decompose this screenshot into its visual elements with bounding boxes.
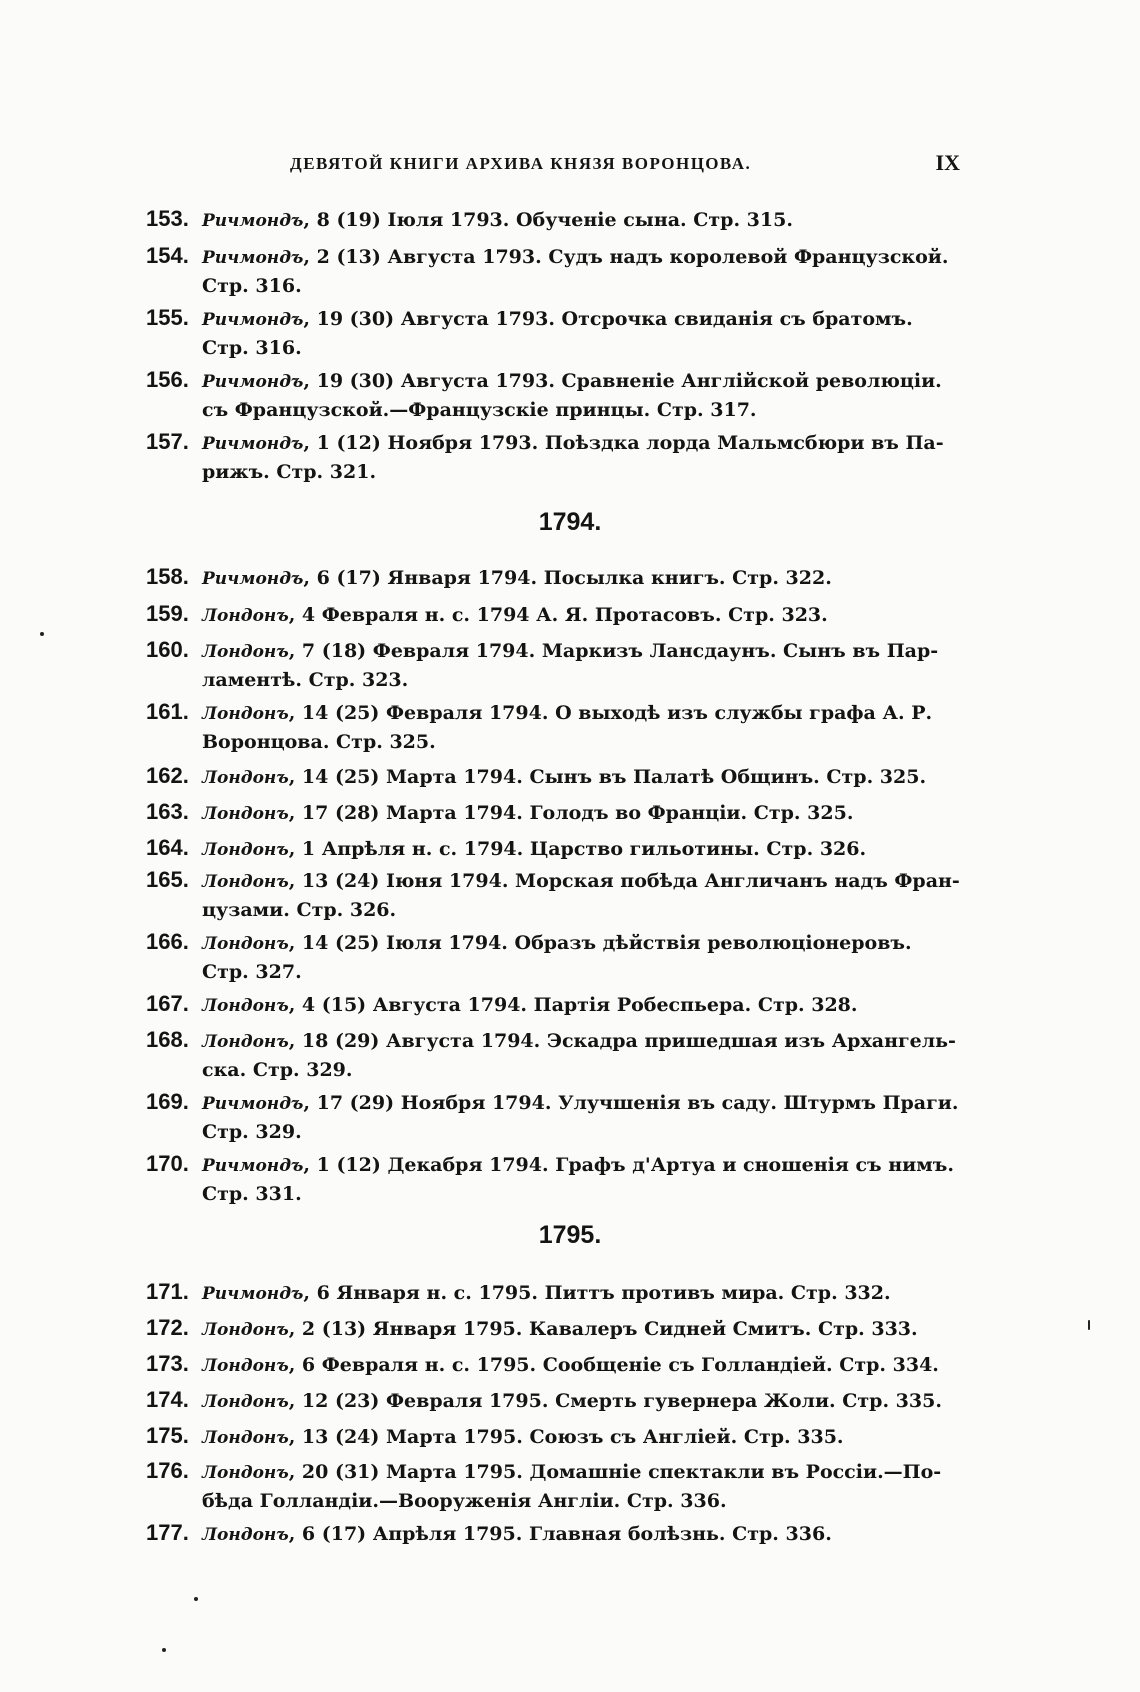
entry-number: 177. [146, 1520, 189, 1545]
entry-number: 175. [146, 1423, 189, 1448]
entry [146, 834, 961, 864]
entry-continuation: Стр. 329. [202, 1121, 302, 1143]
entry-continuation: съ Французской.—Французскіе принцы. Стр. 317. [202, 399, 757, 421]
entry-text: , 13 (24) Марта 1795. Союзъ съ Англіей. Стр. 335. [288, 1426, 844, 1448]
entry-text: , 20 (31) Марта 1795. Домашніе спектакли въ Россіи.—По- [288, 1461, 942, 1483]
entry-place: Лондонъ [202, 704, 289, 724]
entry-text: , 13 (24) Іюня 1794. Морская побѣда Англичанъ надъ Фран- [288, 870, 960, 892]
entry-continuation: Стр. 331. [202, 1183, 302, 1205]
entry-place: Ричмондъ [202, 1284, 304, 1304]
entry-number: 173. [146, 1351, 189, 1376]
entry-number: 162. [146, 763, 189, 788]
entry-text: , 6 (17) Января 1794. Посылка книгъ. Стр. 322. [303, 567, 832, 589]
entry [146, 1088, 961, 1146]
entry [146, 928, 961, 986]
entry-text: , 4 (15) Августа 1794. Партія Робеспьера. Стр. 328. [288, 994, 858, 1016]
entry-place: Ричмондъ [202, 1156, 304, 1176]
entry [146, 1457, 961, 1515]
entry-place: Лондонъ [202, 1320, 289, 1340]
entry [146, 1278, 961, 1308]
entry-continuation: ламентѣ. Стр. 323. [202, 669, 409, 691]
entry-text: , 19 (30) Августа 1793. Сравненіе Англійской революціи. [303, 370, 942, 392]
entry [146, 1026, 961, 1084]
entry-continuation: Стр. 327. [202, 961, 302, 983]
entry [146, 698, 961, 756]
entry-number: 169. [146, 1089, 189, 1114]
entry-place: Ричмондъ [202, 248, 304, 268]
entry-place: Лондонъ [202, 1463, 289, 1483]
entry-place: Лондонъ [202, 1032, 289, 1052]
entry-number: 154. [146, 243, 189, 268]
entry [146, 1386, 961, 1416]
entry-place: Лондонъ [202, 642, 289, 662]
scan-speck [40, 632, 44, 636]
entry [146, 563, 961, 593]
entry-place: Лондонъ [202, 606, 289, 626]
entry [146, 242, 961, 300]
entry [146, 1150, 961, 1208]
entry [146, 1350, 961, 1380]
entry-continuation: ска. Стр. 329. [202, 1059, 353, 1081]
entry-number: 165. [146, 867, 189, 892]
entry [146, 1314, 961, 1344]
entry-number: 164. [146, 835, 189, 860]
entry-text: , 14 (25) Февраля 1794. О выходѣ изъ службы графа А. Р. [288, 702, 933, 724]
entry-number: 156. [146, 367, 189, 392]
entry-place: Лондонъ [202, 934, 289, 954]
entry-number: 153. [146, 206, 189, 231]
entry-place: Лондонъ [202, 1525, 289, 1545]
entry-place: Ричмондъ [202, 211, 304, 231]
entry-place: Ричмондъ [202, 569, 304, 589]
entry-text: , 14 (25) Іюля 1794. Образъ дѣйствія революціонеровъ. [288, 932, 912, 954]
entry [146, 1519, 961, 1549]
scan-speck [194, 1597, 198, 1601]
entry [146, 366, 961, 424]
entry-place: Лондонъ [202, 1428, 289, 1448]
entry-text: , 1 (12) Декабря 1794. Графъ д'Артуа и сношенія съ нимъ. [303, 1154, 954, 1176]
entry [146, 990, 961, 1020]
year-heading: 1795. [538, 1221, 602, 1249]
entry-place: Ричмондъ [202, 372, 304, 392]
entry-text: , 14 (25) Марта 1794. Сынъ въ Палатѣ Общинъ. Стр. 325. [288, 766, 927, 788]
entry-place: Лондонъ [202, 1392, 289, 1412]
entry-text: , 18 (29) Августа 1794. Эскадра пришедшая изъ Архангель- [288, 1030, 956, 1052]
entry-number: 167. [146, 991, 189, 1016]
entry-place: Ричмондъ [202, 310, 304, 330]
entry-text: , 2 (13) Января 1795. Кавалеръ Сидней Смитъ. Стр. 333. [288, 1318, 918, 1340]
entry-place: Лондонъ [202, 768, 289, 788]
year-heading: 1794. [538, 508, 602, 536]
entry-continuation: цузами. Стр. 326. [202, 899, 397, 921]
entry [146, 762, 961, 792]
entry-text: , 6 Февраля н. с. 1795. Сообщеніе съ Голландіей. Стр. 334. [288, 1354, 939, 1376]
entry-number: 161. [146, 699, 189, 724]
entry-text: , 17 (29) Ноября 1794. Улучшенія въ саду. Штурмъ Праги. [303, 1092, 959, 1114]
entry-text: , 6 (17) Апрѣля 1795. Главная болѣзнь. Стр. 336. [288, 1523, 832, 1545]
scan-speck [1088, 1320, 1090, 1330]
entry-number: 155. [146, 305, 189, 330]
entry-text: , 6 Января н. с. 1795. Питтъ противъ мира. Стр. 332. [303, 1282, 891, 1304]
entry-text: , 8 (19) Іюля 1793. Обученіе сына. Стр. 315. [303, 209, 793, 231]
entry-number: 176. [146, 1458, 189, 1483]
entry-text: , 12 (23) Февраля 1795. Смерть гувернера Жоли. Стр. 335. [288, 1390, 942, 1412]
entry-number: 158. [146, 564, 189, 589]
scan-speck [162, 1648, 166, 1652]
entry-place: Лондонъ [202, 996, 289, 1016]
entry-number: 172. [146, 1315, 189, 1340]
entry-text: , 19 (30) Августа 1793. Отсрочка свиданія съ братомъ. [303, 308, 913, 330]
header-title: ДЕВЯТОЙ КНИГИ АРХИВА КНЯЗЯ ВОРОНЦОВА. [290, 154, 752, 173]
entry-continuation: бѣда Голландіи.—Вооруженія Англіи. Стр. 336. [202, 1490, 727, 1512]
entry-number: 159. [146, 601, 189, 626]
entry [146, 304, 961, 362]
entry-continuation: рижъ. Стр. 321. [202, 461, 377, 483]
entry-number: 160. [146, 637, 189, 662]
entry-place: Лондонъ [202, 804, 289, 824]
entry [146, 866, 961, 924]
entry [146, 636, 961, 694]
entry-number: 168. [146, 1027, 189, 1052]
entry-text: , 17 (28) Марта 1794. Голодъ во Франціи. Стр. 325. [288, 802, 854, 824]
entry-text: , 4 Февраля н. с. 1794 А. Я. Протасовъ. Стр. 323. [288, 604, 828, 626]
entry-number: 174. [146, 1387, 189, 1412]
entry-number: 157. [146, 429, 189, 454]
entry-number: 166. [146, 929, 189, 954]
entry-place: Ричмондъ [202, 434, 304, 454]
entry-number: 163. [146, 799, 189, 824]
entry-text: , 2 (13) Августа 1793. Судъ надъ королевой Французской. [303, 246, 949, 268]
entry-text: , 7 (18) Февраля 1794. Маркизъ Лансдаунъ. Сынъ въ Пар- [288, 640, 939, 662]
entry [146, 600, 961, 630]
entry [146, 1422, 961, 1452]
entry-place: Лондонъ [202, 840, 289, 860]
entry-place: Лондонъ [202, 1356, 289, 1376]
entry-place: Лондонъ [202, 872, 289, 892]
entry-continuation: Стр. 316. [202, 337, 302, 359]
entry [146, 205, 961, 235]
entry [146, 428, 961, 486]
entry [146, 798, 961, 828]
entry-place: Ричмондъ [202, 1094, 304, 1114]
entry-text: , 1 (12) Ноября 1793. Поѣздка лорда Мальмсбюри въ Па- [303, 432, 944, 454]
entry-number: 171. [146, 1279, 189, 1304]
entry-continuation: Стр. 316. [202, 275, 302, 297]
running-header [200, 150, 960, 180]
page-number: IX [935, 150, 960, 175]
entry-continuation: Воронцова. Стр. 325. [202, 731, 436, 753]
entry-text: , 1 Апрѣля н. с. 1794. Царство гильотины. Стр. 326. [288, 838, 867, 860]
entry-number: 170. [146, 1151, 189, 1176]
